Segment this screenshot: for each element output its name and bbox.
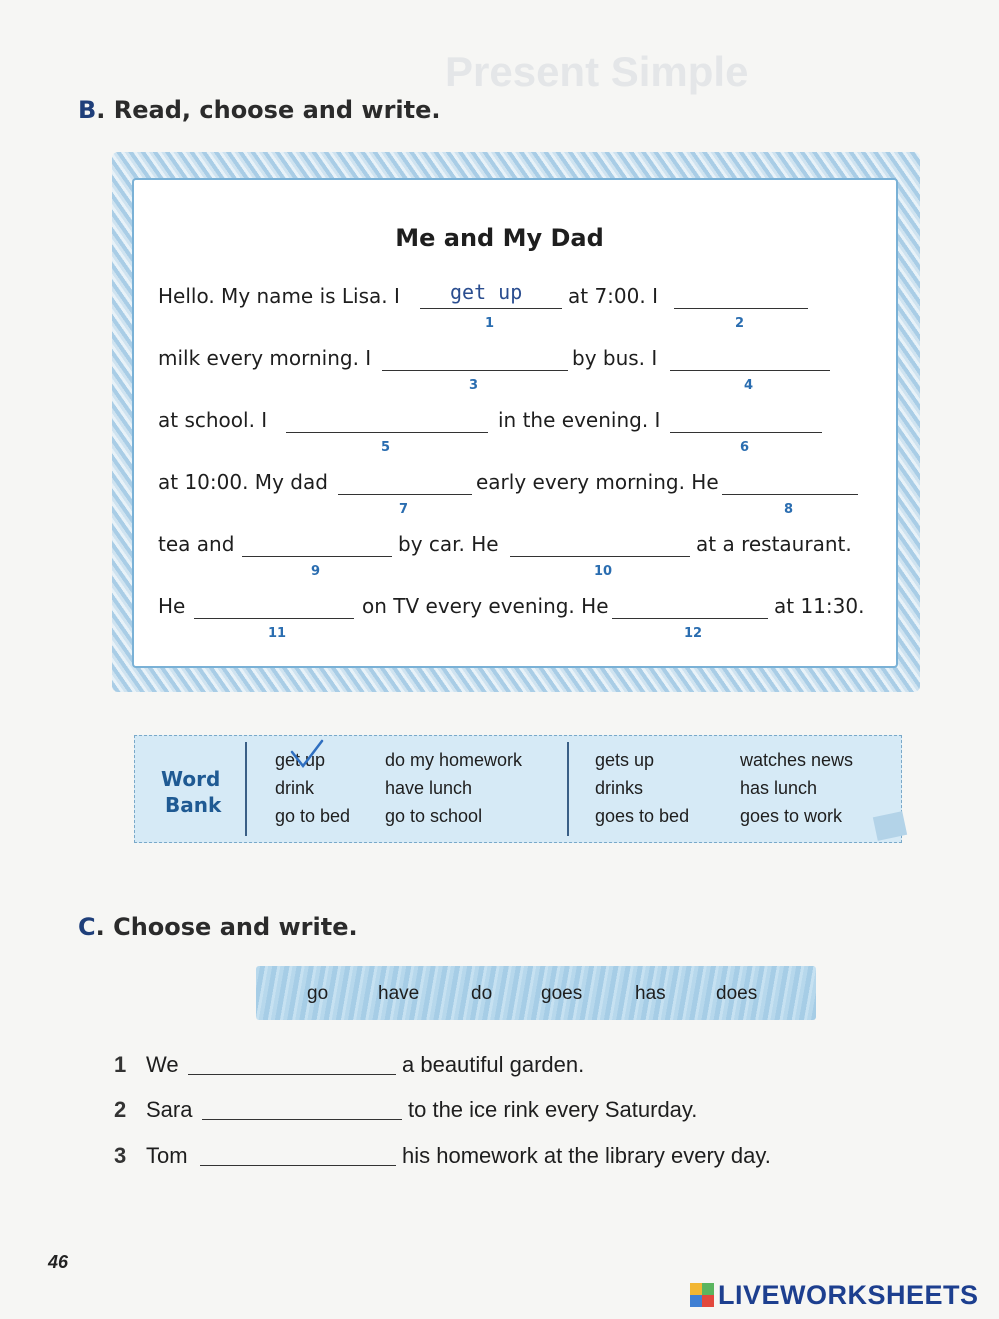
question-subject: Tom — [146, 1143, 188, 1168]
story-text-segment: at 11:30. — [774, 594, 865, 618]
background-header-ghost-text: Present Simple — [445, 48, 749, 95]
story-text-segment: at 7:00. I — [568, 284, 658, 308]
blank-number: 8 — [784, 502, 794, 517]
story-text-segment: early every morning. He — [476, 470, 719, 494]
story-text-segment: at a restaurant. — [696, 532, 852, 556]
blank-number: 11 — [268, 626, 287, 641]
word-bank-divider — [567, 742, 569, 836]
blank-number: 7 — [399, 502, 409, 517]
answer-blank-9[interactable] — [242, 556, 392, 557]
section-b-letter: B — [78, 96, 97, 124]
story-text-segment: by bus. I — [572, 346, 658, 370]
word-bank-label-line-1: Word — [161, 767, 221, 791]
blank-number: 6 — [740, 440, 750, 455]
story-line — [158, 594, 878, 641]
blank-number: 4 — [744, 378, 754, 393]
answer-blank-3[interactable] — [382, 370, 568, 371]
answer-blank-11[interactable] — [194, 618, 354, 619]
word-choice: has — [635, 983, 666, 1004]
question-item — [114, 1097, 834, 1127]
logo-tile — [702, 1283, 714, 1295]
word-bank-word: go to bed — [275, 806, 351, 826]
word-bank-label-line-2: Bank — [165, 793, 222, 817]
answer-blank-c1[interactable] — [188, 1074, 396, 1075]
word-choice: have — [378, 983, 420, 1004]
story-text-segment: tea and — [158, 532, 235, 556]
section-b-instruction: . Read, choose and write. — [96, 96, 441, 124]
answer-blank-5[interactable] — [286, 432, 488, 433]
blank-number: 12 — [684, 626, 703, 641]
liveworksheets-brand — [690, 1280, 979, 1310]
brand-name: LIVEWORKSHEETS — [718, 1279, 979, 1310]
question-ending: a beautiful garden. — [402, 1052, 585, 1077]
answer-blank-6[interactable] — [670, 432, 822, 433]
answer-blank-10[interactable] — [510, 556, 690, 557]
logo-tile — [702, 1295, 714, 1307]
word-choice: go — [307, 983, 329, 1004]
answer-blank-c3[interactable] — [200, 1165, 396, 1166]
word-bank-divider — [245, 742, 247, 836]
question-ending: his homework at the library every day. — [402, 1143, 771, 1168]
answer-blank-4[interactable] — [670, 370, 830, 371]
logo-tile — [690, 1283, 702, 1295]
story-text-segment: He — [158, 594, 186, 618]
story-text-segment: at 10:00. My dad — [158, 470, 328, 494]
story-text-segment: Hello. My name is Lisa. I — [158, 284, 400, 308]
tape-corner — [873, 811, 907, 841]
story-line — [158, 532, 878, 579]
page-number: 46 — [48, 1252, 69, 1272]
liveworksheets-logo-icon — [690, 1283, 714, 1307]
handwritten-answer: get up — [450, 280, 523, 304]
section-c-instruction: . Choose and write. — [95, 913, 358, 941]
story-line — [158, 408, 878, 455]
story-title: Me and My Dad — [395, 224, 604, 252]
word-choice: does — [716, 983, 758, 1004]
answer-blank-12[interactable] — [612, 618, 768, 619]
question-subject: Sara — [146, 1097, 193, 1122]
blank-number: 10 — [594, 564, 613, 579]
question-number: 1 — [114, 1052, 127, 1077]
checkmark-icon — [289, 738, 325, 772]
word-bank-word: watches news — [740, 750, 854, 770]
answer-blank-7[interactable] — [338, 494, 472, 495]
blank-number: 1 — [485, 316, 495, 331]
story-text-segment: milk every morning. I — [158, 346, 372, 370]
word-bank-word: go to school — [385, 806, 483, 826]
logo-tile — [690, 1295, 702, 1307]
word-bank — [134, 735, 902, 843]
word-bank-word: gets up — [595, 750, 655, 770]
word-bank-word: have lunch — [385, 778, 473, 798]
word-bank-word: drink — [275, 778, 315, 798]
story-text-segment: by car. He — [398, 532, 499, 556]
story-text-segment: in the evening. I — [498, 408, 661, 432]
word-bank-word: do my homework — [385, 750, 523, 770]
answer-blank-c2[interactable] — [202, 1119, 402, 1120]
word-bank-word: goes to work — [740, 806, 843, 826]
question-number: 3 — [114, 1143, 127, 1168]
blank-number: 2 — [735, 316, 745, 331]
word-bank-label — [161, 766, 225, 818]
question-number: 2 — [114, 1097, 127, 1122]
story-line — [158, 470, 878, 517]
question-subject: We — [146, 1052, 179, 1077]
blank-number: 5 — [381, 440, 391, 455]
story-text-segment: on TV every evening. He — [362, 594, 609, 618]
question-item — [114, 1052, 834, 1082]
answer-blank-8[interactable] — [722, 494, 858, 495]
story-line — [158, 346, 878, 393]
word-choice: do — [471, 983, 493, 1004]
word-bank-word: goes to bed — [595, 806, 690, 826]
answer-blank-1[interactable] — [420, 308, 562, 309]
question-item — [114, 1143, 834, 1173]
section-c-letter: C — [78, 913, 96, 941]
story-line — [158, 280, 878, 331]
word-bank-word: get up — [275, 750, 326, 770]
word-bank-word: drinks — [595, 778, 644, 798]
story-text-segment: at school. I — [158, 408, 268, 432]
blank-number: 9 — [311, 564, 321, 579]
word-bank-word: has lunch — [740, 778, 818, 798]
section-b-title — [78, 96, 441, 124]
question-ending: to the ice rink every Saturday. — [408, 1097, 698, 1122]
blank-number: 3 — [469, 378, 479, 393]
word-choice: goes — [541, 983, 583, 1004]
section-c-title — [78, 913, 358, 941]
answer-blank-2[interactable] — [674, 308, 808, 309]
